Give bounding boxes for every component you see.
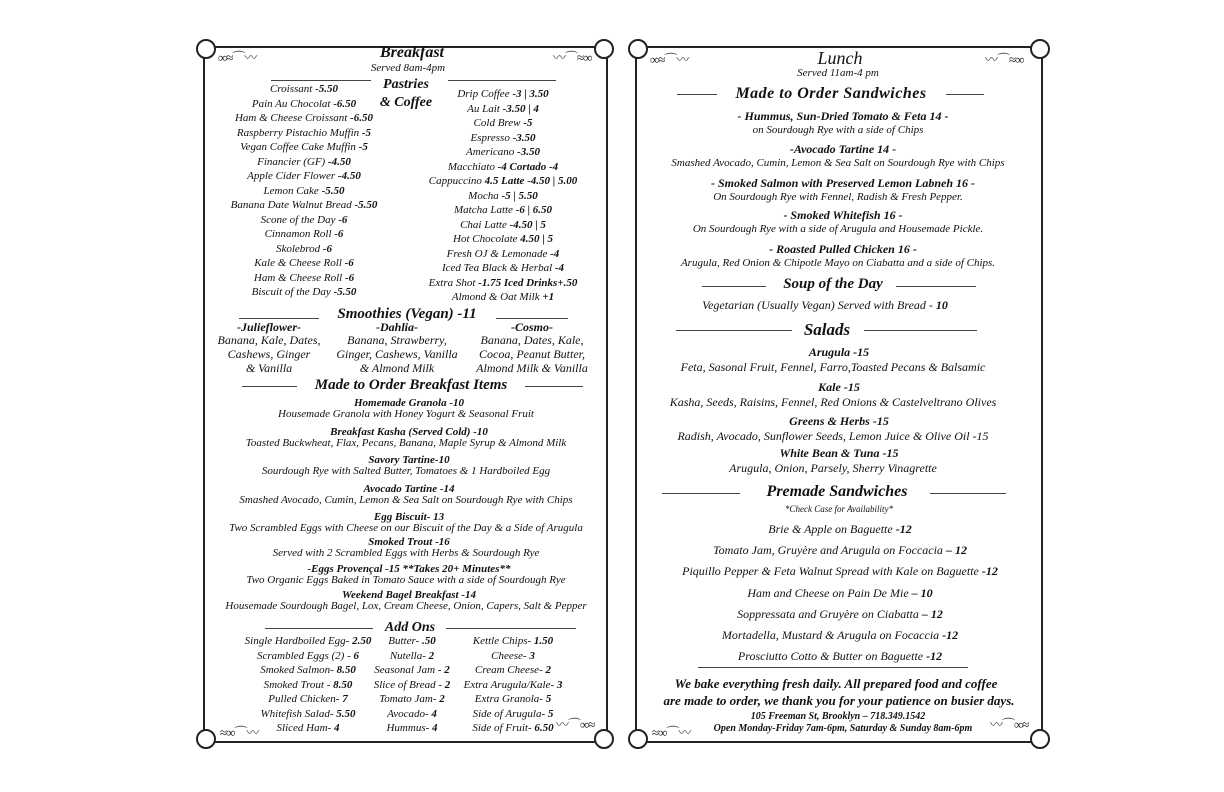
item-price: -5 xyxy=(361,126,372,139)
pastries-heading: Pastries xyxy=(383,77,429,92)
soup-line xyxy=(702,299,948,311)
item-name: Vegan Coffee Cake Muffin xyxy=(240,141,356,153)
flourish-ornament: 〰⌒∞≈ xyxy=(556,717,595,732)
breakfast-item-desc: Served with 2 Scrambled Eggs with Herbs & Sourdough Rye xyxy=(272,547,540,559)
breakfast-hours: Served 8am-4pm xyxy=(370,62,446,74)
flourish-ornament: ≈∞⌒〰 xyxy=(220,725,259,740)
addon-item xyxy=(268,694,347,705)
item-name: Hot Chocolate xyxy=(453,233,518,245)
breakfast-item-desc: Two Organic Eggs Baked in Tomato Sauce with a side of Sourdough Rye xyxy=(246,574,566,586)
addon-item xyxy=(245,636,372,647)
item-name: Matcha Latte xyxy=(453,204,513,216)
item-name: Cinnamon Roll xyxy=(264,228,332,240)
breakfast-item-desc: Two Scrambled Eggs with Cheese on our Biscuit of the Day & a Side of Arugula xyxy=(229,522,583,534)
menu-item xyxy=(737,608,943,620)
breakfast-items-heading: Made to Order Breakfast Items xyxy=(314,377,508,393)
sandwich-desc: Smashed Avocado, Cumin, Lemon & Sea Salt on Sourdough Rye with Chips xyxy=(671,157,1005,169)
flourish-ornament: ∞≈⌒〰 xyxy=(218,50,257,65)
menu-item xyxy=(254,273,354,284)
item-name: Mocha xyxy=(468,189,499,202)
menu-item xyxy=(257,157,351,168)
menu-item xyxy=(240,142,368,153)
item-price: -4.50 | 5 xyxy=(509,218,546,231)
divider xyxy=(265,628,373,629)
flourish-ornament: 〰⌒≈∞ xyxy=(553,50,592,65)
addon-item xyxy=(475,665,551,676)
divider xyxy=(448,80,556,81)
addon-price: .50 xyxy=(421,635,436,647)
item-name: Skolebrod xyxy=(275,242,321,255)
addon-name: Smoked Trout - xyxy=(263,678,331,691)
addon-price: 1.50 xyxy=(533,635,554,647)
addon-name: Avocado- xyxy=(387,707,429,720)
divider xyxy=(662,493,740,494)
addon-name: Side of Arugula- xyxy=(472,707,546,720)
menu-item xyxy=(231,200,378,211)
sandwich-name: - Smoked Whitefish 16 - xyxy=(783,208,903,222)
smoothie-name: -Julieflower- xyxy=(237,320,301,334)
addon-item xyxy=(379,694,445,705)
item-name: Macchiato xyxy=(447,160,495,173)
lunch-hours: Served 11am-4 pm xyxy=(797,67,879,79)
smoothie-line: Cashews, Ginger xyxy=(227,347,311,361)
breakfast-item-name: Egg Biscuit- 13 xyxy=(373,511,445,523)
addon-price: 2 xyxy=(428,649,435,662)
addon-name: Pulled Chicken- xyxy=(268,693,340,705)
item-price: – 12 xyxy=(945,543,967,558)
item-price: -6 xyxy=(344,271,355,284)
menu-item xyxy=(468,191,538,202)
divider xyxy=(702,286,766,287)
salad-desc: Radish, Avocado, Sunflower Seeds, Lemon Juice & Olive Oil -15 xyxy=(677,429,989,443)
salad-desc: Feta, Sasonal Fruit, Fennel, Farro,Toasted Pecans & Balsamic xyxy=(680,360,986,374)
addon-item xyxy=(260,665,356,676)
divider xyxy=(930,493,1006,494)
item-name: Espresso xyxy=(470,131,510,144)
lunch-title: Lunch xyxy=(817,48,863,68)
addon-item xyxy=(374,665,449,676)
item-name: Piquillo Pepper & Feta Walnut Spread with Kale on Baguette xyxy=(682,564,979,579)
menu-item xyxy=(270,84,338,95)
smoothie-line: Banana, Kale, Dates, xyxy=(217,333,321,347)
menu-item xyxy=(474,118,533,129)
flourish-ornament: 〰⌒≈∞ xyxy=(985,52,1024,67)
corner-ornament xyxy=(196,729,216,749)
divider xyxy=(946,94,984,95)
flourish-ornament: ≈∞⌒〰 xyxy=(652,725,691,740)
addon-item xyxy=(260,709,355,720)
item-price: -12 xyxy=(895,522,912,536)
item-price: -3.50 xyxy=(512,131,536,144)
addon-price: 3 xyxy=(529,649,535,662)
addon-name: Hummus- xyxy=(386,722,430,734)
addon-name: Cheese- xyxy=(491,649,527,662)
menu-item xyxy=(713,544,967,556)
smoothies-heading: Smoothies (Vegan) -11 xyxy=(337,306,477,322)
smoothie-name: -Dahlia- xyxy=(376,320,418,334)
menu-item xyxy=(247,171,361,182)
addon-price: 2 xyxy=(444,678,451,691)
corner-ornament xyxy=(1030,39,1050,59)
item-price: – 10 xyxy=(911,585,933,600)
addon-name: Kettle Chips- xyxy=(472,635,532,647)
breakfast-item-name: Homemade Granola -10 xyxy=(354,397,464,409)
item-name: Ham & Cheese Croissant xyxy=(234,112,348,124)
corner-ornament xyxy=(1030,729,1050,749)
item-price: -3 | 3.50 xyxy=(512,88,549,100)
breakfast-item-desc: Smashed Avocado, Cumin, Lemon & Sea Salt on Sourdough Rye with Chips xyxy=(239,494,573,506)
item-name: Scone of the Day xyxy=(260,213,336,226)
item-price: -6.50 xyxy=(350,112,374,124)
smoothie-line: Almond Milk & Vanilla xyxy=(476,361,588,375)
sandwiches-heading: Made to Order Sandwiches xyxy=(735,85,927,102)
salad-name: Kale -15 xyxy=(818,380,860,394)
menu-item xyxy=(448,162,558,173)
item-name: Ham and Cheese on Pain De Mie xyxy=(747,585,909,600)
addon-name: Whitefish Salad- xyxy=(260,707,334,720)
addon-item xyxy=(491,651,535,662)
menu-item xyxy=(466,147,540,158)
addon-price: 2.50 xyxy=(352,635,372,647)
salad-desc: Kasha, Seeds, Raisins, Fennel, Red Onions & Castelveltrano Olives xyxy=(669,395,997,409)
item-price: -5 | 5.50 xyxy=(501,189,538,202)
addon-price: 4 xyxy=(432,722,438,734)
menu-item xyxy=(429,278,578,289)
divider xyxy=(676,330,792,331)
flourish-ornament: 〰⌒∞≈ xyxy=(990,717,1029,732)
smoothie-name: -Cosmo- xyxy=(511,320,553,334)
item-name: Lemon Cake xyxy=(263,184,319,197)
item-name: Au Lait xyxy=(467,102,500,115)
breakfast-item-name: Smoked Trout -16 xyxy=(368,536,450,548)
divider xyxy=(496,318,568,319)
item-name: Cold Brew xyxy=(473,117,521,129)
item-price: -4 xyxy=(550,247,560,260)
addon-price: 6.50 xyxy=(534,722,554,734)
corner-ornament xyxy=(628,729,648,749)
pastries-heading: & Coffee xyxy=(379,95,433,110)
item-name: Mortadella, Mustard & Arugula on Focaccia xyxy=(721,628,940,642)
addon-name: Extra Arugula/Kale- xyxy=(463,678,555,691)
item-name: Biscuit of the Day xyxy=(251,286,331,298)
addon-name: Single Hardboiled Egg- xyxy=(244,635,350,647)
item-price: -3.50 | 4 xyxy=(502,102,539,115)
item-price: -3.50 xyxy=(517,146,540,158)
item-name: Pain Au Chocolat xyxy=(251,97,331,110)
addon-price: 5 xyxy=(545,693,552,705)
sandwich-desc: on Sourdough Rye with a side of Chips xyxy=(752,124,924,136)
breakfast-item-name: Savory Tartine-10 xyxy=(368,454,450,466)
item-price: -6 xyxy=(338,213,348,226)
addon-price: 2 xyxy=(545,664,551,676)
menu-item xyxy=(467,104,539,115)
breakfast-item-desc: Toasted Buckwheat, Flax, Pecans, Banana, Maple Syrup & Almond Milk xyxy=(245,437,567,449)
sandwich-desc: On Sourdough Rye with Fennel, Radish & Fresh Pepper. xyxy=(713,191,963,203)
item-name: Raspberry Pistachio Muffin xyxy=(236,126,360,139)
item-price: -4.50 xyxy=(327,155,351,168)
item-name: Brie & Apple on Baguette xyxy=(768,522,893,536)
sandwich-name: - Smoked Salmon with Preserved Lemon Labneh 16 - xyxy=(711,176,975,190)
divider xyxy=(864,330,977,331)
item-price: -12 xyxy=(981,564,998,579)
divider xyxy=(677,94,717,95)
addon-item xyxy=(387,709,437,720)
sandwich-name: - Hummus, Sun-Dried Tomato & Feta 14 - xyxy=(737,109,949,123)
sandwich-name: - Roasted Pulled Chicken 16 - xyxy=(769,242,917,256)
salad-name: Arugula -15 xyxy=(808,345,870,359)
item-price: -5 xyxy=(358,141,368,153)
addon-item xyxy=(374,680,451,691)
addon-item xyxy=(390,651,434,662)
addons-heading: Add Ons xyxy=(384,620,436,635)
menu-item xyxy=(276,244,332,255)
item-price: -6 xyxy=(344,257,354,269)
menu-item xyxy=(264,186,345,197)
item-name: Americano xyxy=(466,146,515,158)
soup-desc: Vegetarian (Usually Vegan) Served with Bread - xyxy=(702,298,933,312)
addon-price: 5 xyxy=(547,707,554,720)
addon-price: 8.50 xyxy=(336,664,356,676)
item-price: -12 xyxy=(942,628,959,642)
item-name: Soppressata and Gruyère on Ciabatta xyxy=(737,606,919,621)
item-name: Fresh OJ & Lemonade xyxy=(446,247,548,260)
item-price: -4.50 xyxy=(337,170,361,182)
item-price: -4 Cortado -4 xyxy=(497,160,559,173)
item-price: -5.50 xyxy=(354,199,378,211)
item-name: Almond & Oat Milk xyxy=(451,291,540,303)
menu-item xyxy=(471,133,536,144)
item-name: Prosciutto Cotto & Butter on Baguette xyxy=(737,649,924,664)
breakfast-item-name: Weekend Bagel Breakfast -14 xyxy=(342,589,476,601)
breakfast-item-desc: Housemade Granola with Honey Yogurt & Seasonal Fruit xyxy=(278,408,534,420)
menu-item xyxy=(682,565,998,577)
salad-desc: Arugula, Onion, Parsely, Sherry Vinagrette xyxy=(729,461,937,475)
menu-item xyxy=(747,587,932,599)
menu-item xyxy=(442,263,564,274)
menu-item xyxy=(254,258,354,269)
address: 105 Freeman St, Brooklyn – 718.349.1542 xyxy=(750,711,926,722)
menu-item xyxy=(454,205,552,216)
addon-item xyxy=(472,723,553,734)
divider xyxy=(242,386,297,387)
divider xyxy=(239,318,319,319)
smoothie-line: Banana, Dates, Kale, xyxy=(480,333,584,347)
addon-price: 4 xyxy=(431,707,437,720)
item-price: -5.50 xyxy=(315,83,339,95)
addon-name: Scrambled Eggs (2) - xyxy=(256,649,351,662)
menu-item xyxy=(265,229,344,240)
item-price: -6 xyxy=(334,228,344,240)
divider xyxy=(525,386,583,387)
addon-name: Tomato Jam- xyxy=(379,693,437,705)
smoothie-line: & Almond Milk xyxy=(359,361,435,375)
footer-line-1: We bake everything fresh daily. All prepared food and coffee xyxy=(674,676,998,691)
breakfast-item-desc: Housemade Sourdough Bagel, Lox, Cream Cheese, Onion, Capers, Salt & Pepper xyxy=(225,600,587,612)
sandwich-desc: Arugula, Red Onion & Chipotle Mayo on Ciabatta and a side of Chips. xyxy=(680,257,996,269)
item-price: -6 xyxy=(322,242,333,255)
addon-item xyxy=(464,680,563,691)
salad-name: White Bean & Tuna -15 xyxy=(779,446,899,460)
breakfast-item-name: Breakfast Kasha (Served Cold) -10 xyxy=(330,426,488,438)
item-name: Drip Coffee xyxy=(457,88,510,100)
smoothie-line: Ginger, Cashews, Vanilla xyxy=(336,347,458,361)
addon-name: Extra Granola- xyxy=(474,693,543,705)
breakfast-title: Breakfast xyxy=(380,44,444,61)
item-name: Extra Shot xyxy=(428,276,476,289)
addon-price: 7 xyxy=(342,693,348,705)
item-price: -6.50 xyxy=(333,97,357,110)
premade-note: *Check Case for Availability* xyxy=(784,504,894,514)
item-name: Iced Tea Black & Herbal xyxy=(441,262,553,274)
addon-item xyxy=(473,636,553,647)
item-price: -5 xyxy=(523,117,533,129)
addon-name: Slice of Bread - xyxy=(373,678,443,691)
addon-item xyxy=(386,723,437,734)
menu-item xyxy=(768,523,911,535)
breakfast-item-name: -Eggs Provençal -15 **Takes 20+ Minutes** xyxy=(307,563,511,575)
flourish-ornament: ∞≈⌒〰 xyxy=(650,52,689,67)
addon-name: Nutella- xyxy=(389,649,426,662)
corner-ornament xyxy=(594,39,614,59)
addon-price: 2 xyxy=(439,693,445,705)
menu-item xyxy=(235,113,373,124)
menu-item xyxy=(453,234,553,245)
divider xyxy=(446,628,576,629)
menu-item xyxy=(452,292,554,303)
menu-item xyxy=(429,176,577,187)
menu-item xyxy=(447,249,560,260)
addon-price: 6 xyxy=(353,649,360,662)
divider xyxy=(698,667,968,668)
smoothie-line: & Vanilla xyxy=(245,361,293,375)
item-name: Banana Date Walnut Bread xyxy=(230,199,352,211)
item-price: 4.50 | 5 xyxy=(520,233,553,245)
sandwich-name: -Avocado Tartine 14 - xyxy=(789,142,897,156)
item-name: Apple Cider Flower xyxy=(247,170,336,182)
addon-name: Side of Fruit- xyxy=(472,722,532,734)
item-price: -1.75 Iced Drinks+.50 xyxy=(478,276,578,289)
menu-item xyxy=(457,89,548,100)
item-price: -6 | 6.50 xyxy=(515,204,553,216)
menu-item xyxy=(252,99,356,110)
divider xyxy=(896,286,976,287)
divider xyxy=(271,80,371,81)
menu-item xyxy=(252,287,357,298)
item-name: Cappuccino xyxy=(428,175,482,187)
footer-line-2: are made to order, we thank you for your patience on busier days. xyxy=(663,693,1015,708)
menu-item xyxy=(261,215,348,226)
corner-ornament xyxy=(628,39,648,59)
addon-name: Butter- xyxy=(388,635,420,647)
item-price: -5.50 xyxy=(333,286,357,298)
item-price: 4.5 Latte -4.50 | 5.00 xyxy=(484,175,578,187)
item-name: Financier (GF) xyxy=(257,155,326,168)
menu-item xyxy=(722,629,958,641)
addon-price: 2 xyxy=(444,664,450,676)
salads-heading: Salads xyxy=(803,320,851,339)
addon-price: 4 xyxy=(333,722,340,734)
item-price: +1 xyxy=(542,291,555,303)
item-price: -12 xyxy=(926,649,943,664)
item-price: -4 xyxy=(554,262,565,274)
addon-item xyxy=(264,680,353,691)
addon-name: Sliced Ham- xyxy=(276,722,332,734)
smoothie-line: Cocoa, Peanut Butter, xyxy=(479,347,585,361)
sandwich-desc: On Sourdough Rye with a side of Arugula and Housemade Pickle. xyxy=(692,223,984,235)
item-price: – 12 xyxy=(921,606,943,621)
menu-item xyxy=(738,650,942,662)
item-name: Chai Latte xyxy=(460,218,507,231)
salad-name: Greens & Herbs -15 xyxy=(789,414,889,428)
open-hours: Open Monday-Friday 7am-6pm, Saturday & Sunday 8am-6pm xyxy=(713,723,973,734)
addon-name: Cream Cheese- xyxy=(475,664,543,676)
premade-heading: Premade Sandwiches xyxy=(766,483,908,500)
corner-ornament xyxy=(196,39,216,59)
item-name: Kale & Cheese Roll xyxy=(254,257,342,269)
item-name: Ham & Cheese Roll xyxy=(253,271,343,284)
item-price: -5.50 xyxy=(321,184,345,197)
soup-price: 10 xyxy=(935,298,948,312)
menu-item xyxy=(460,220,546,231)
menu-item xyxy=(237,128,371,139)
item-name: Croissant xyxy=(269,83,313,95)
addon-price: 3 xyxy=(556,678,563,691)
breakfast-item-desc: Sourdough Rye with Salted Butter, Tomatoes & 1 Hardboiled Egg xyxy=(261,465,551,477)
addon-name: Seasonal Jam - xyxy=(374,664,442,676)
addon-item xyxy=(388,636,435,647)
corner-ornament xyxy=(594,729,614,749)
breakfast-item-name: Avocado Tartine -14 xyxy=(363,483,455,495)
addon-item xyxy=(475,694,551,705)
addon-name: Smoked Salmon- xyxy=(260,664,334,676)
addon-price: 8.50 xyxy=(333,678,353,691)
soup-heading: Soup of the Day xyxy=(783,276,883,292)
addon-item xyxy=(257,651,359,662)
smoothie-line: Banana, Strawberry, xyxy=(347,333,447,347)
item-name: Tomato Jam, Gruyère and Arugula on Foccacia xyxy=(713,543,943,558)
addon-price: 5.50 xyxy=(336,707,356,720)
addon-item xyxy=(277,723,340,734)
addon-item xyxy=(473,709,554,720)
